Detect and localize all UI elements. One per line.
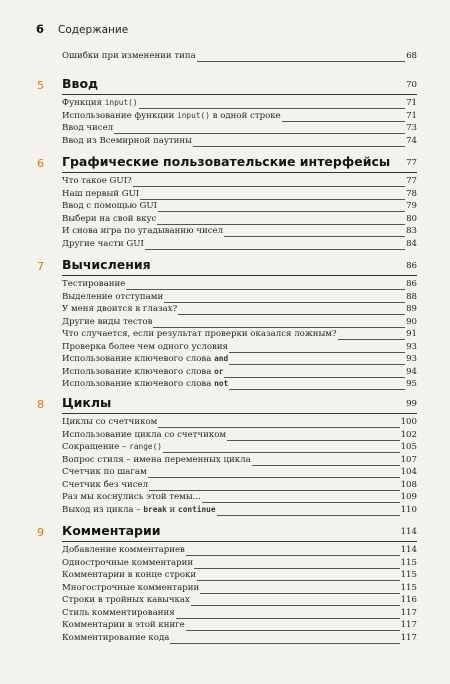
chapter-page-number: 86 (406, 261, 417, 271)
chapter-page-number: 70 (406, 80, 417, 90)
chapter-number: 6 (37, 157, 44, 170)
entry-text: Ввод чисел (62, 123, 114, 134)
code-keyword: input() (177, 110, 210, 120)
entry-page-number: 95 (406, 379, 417, 390)
entry-title (62, 328, 338, 340)
entry-title (62, 122, 114, 134)
entry-title (62, 557, 194, 569)
entry-text: Выход из цикла – (62, 504, 144, 515)
entry-text: Комментарии в этой книге (62, 620, 185, 631)
entry-page-number: 115 (400, 582, 417, 593)
toc-entry[interactable] (0, 97, 450, 110)
entry-page-number: 77 (406, 176, 417, 186)
entry-title (62, 316, 153, 328)
entry-text: и (166, 504, 179, 515)
entry-text: Другие виды тестов (62, 316, 153, 327)
toc-entry[interactable] (0, 441, 450, 454)
entry-page-number: 68 (406, 51, 417, 61)
entry-page-number: 107 (400, 454, 417, 465)
entry-page-number: 84 (406, 238, 417, 249)
entry-page-number: 80 (406, 213, 417, 224)
toc-entry[interactable] (0, 316, 450, 329)
chapter-title: Комментарии (62, 523, 161, 538)
entry-text: Вопрос стиля – имена переменных цикла (62, 454, 251, 465)
code-keyword: break (143, 504, 167, 514)
entry-text: Строки в тройных кавычках (62, 595, 190, 606)
toc-entry[interactable] (0, 544, 450, 557)
entry-page-number: 102 (400, 429, 417, 440)
chapter-number: 5 (37, 79, 44, 92)
entry-title (62, 607, 176, 619)
chapter-heading[interactable] (0, 394, 450, 416)
entry-page-number: 86 (406, 279, 417, 289)
toc-entry[interactable] (0, 225, 450, 238)
chapter-heading[interactable] (0, 522, 450, 544)
toc-entry[interactable] (0, 328, 450, 341)
entry-page-number: 90 (406, 316, 417, 327)
entry-title (62, 188, 140, 200)
leader-line (62, 413, 417, 414)
entry-title (62, 429, 227, 441)
toc-chapter (0, 256, 450, 391)
entry-title (62, 366, 224, 378)
entry-title (62, 278, 126, 290)
toc-entry[interactable] (0, 479, 450, 492)
entry-text: Циклы со счетчиком (62, 417, 158, 427)
entry-title (62, 479, 149, 491)
entry-page-number: 93 (406, 354, 417, 365)
page-number: 6 (36, 22, 45, 36)
entry-page-number: 100 (400, 417, 417, 427)
toc-chapter (0, 394, 450, 516)
toc-entry[interactable] (0, 122, 450, 135)
entry-title (62, 454, 252, 466)
entry-title (62, 110, 282, 122)
entry-title (62, 238, 145, 250)
toc-entry[interactable] (0, 378, 450, 391)
entry-page-number: 79 (406, 201, 417, 212)
entry-page-number: 114 (400, 545, 417, 555)
entry-title (62, 353, 229, 365)
entry-page-number: 108 (400, 479, 417, 490)
toc-entry[interactable] (0, 416, 450, 429)
toc-entry[interactable] (0, 200, 450, 213)
toc-entry[interactable] (0, 582, 450, 595)
entry-text: Стиль комментирования (62, 607, 175, 618)
entry-text: Ввод с помощью GUI (62, 201, 158, 212)
toc-entry[interactable] (0, 632, 450, 645)
toc-entry[interactable] (0, 291, 450, 304)
entry-page-number: 91 (406, 329, 417, 340)
chapter-number: 8 (37, 398, 44, 411)
entry-text: Использование цикла со счетчиком (62, 429, 227, 440)
entry-text: Счетчик без чисел (62, 479, 149, 490)
entry-title (62, 291, 164, 303)
entry-title (62, 175, 133, 187)
toc-entry[interactable] (0, 607, 450, 620)
entry-text: Выбери на свой вкус (62, 213, 157, 224)
entry-title (62, 544, 186, 556)
toc-chapter (0, 153, 450, 250)
entry-title (62, 303, 178, 315)
entry-text: У меня двоится в глазах? (62, 304, 178, 315)
toc-entry[interactable] (0, 341, 450, 354)
chapter-number: 9 (37, 526, 44, 539)
toc-entry[interactable] (0, 278, 450, 291)
entry-title (62, 213, 157, 225)
toc-entry[interactable] (0, 491, 450, 504)
entry-text: Что такое GUI? (62, 176, 132, 186)
entry-page-number: 117 (400, 632, 417, 643)
entry-page-number: 93 (406, 341, 417, 352)
toc-chapter (0, 75, 450, 147)
chapter-title: Ввод (62, 76, 99, 91)
toc-entry[interactable] (0, 353, 450, 366)
entry-page-number: 110 (400, 504, 417, 515)
toc-entry[interactable] (0, 175, 450, 188)
running-header-title: Содержание (58, 24, 129, 36)
chapter-page-number: 77 (406, 158, 417, 168)
entry-page-number: 89 (406, 304, 417, 315)
entry-text: в одной строке (209, 110, 281, 121)
entry-title (62, 225, 224, 237)
entry-title (62, 569, 197, 581)
toc-entry[interactable] (0, 619, 450, 632)
entry-page-number: 109 (400, 492, 417, 503)
entry-title (62, 135, 193, 147)
toc-entry[interactable] (0, 110, 450, 123)
toc-entry[interactable] (0, 557, 450, 570)
entry-page-number: 74 (406, 135, 417, 146)
entry-text: Комментарии в конце строки (62, 570, 197, 581)
entry-text: Использование ключевого слова (62, 354, 215, 365)
toc-entry[interactable] (0, 50, 450, 63)
toc-entry[interactable] (0, 213, 450, 226)
entry-text: Использование функции (62, 110, 178, 121)
entry-title (62, 594, 191, 606)
entry-text: Раз мы коснулись этой темы... (62, 492, 201, 503)
entry-page-number: 71 (406, 110, 417, 121)
running-header (36, 22, 128, 38)
toc-entry[interactable] (0, 504, 450, 517)
entry-page-number: 117 (400, 620, 417, 631)
code-keyword: not (214, 379, 229, 389)
entry-text: И снова игра по угадыванию чисел (62, 226, 224, 237)
toc-entry[interactable] (0, 188, 450, 201)
entry-text: Использование ключевого слова (62, 366, 215, 377)
entry-title (62, 50, 197, 62)
toc-entry[interactable] (0, 466, 450, 479)
chapter-heading[interactable] (0, 75, 450, 97)
chapter-title: Вычисления (62, 257, 151, 272)
leader-line (62, 275, 417, 276)
chapter-heading[interactable] (0, 256, 450, 278)
entry-text: Что случается, если результат проверки оказался ложным? (62, 329, 337, 340)
entry-page-number: 115 (400, 570, 417, 581)
leader-line (62, 172, 417, 173)
entry-text: Ввод из Всемирной паутины (62, 135, 192, 146)
entry-title (62, 466, 148, 478)
entry-text: Другие части GUI (62, 238, 144, 249)
entry-title (62, 582, 200, 594)
code-keyword: input() (104, 98, 138, 107)
code-keyword: or (214, 366, 224, 376)
entry-page-number: 71 (406, 98, 417, 108)
entry-page-number: 88 (406, 291, 417, 302)
entry-text: Однострочные комментарии (62, 557, 194, 568)
entry-text: Проверка более чем одного условия (62, 341, 228, 352)
entry-text: Наш первый GUI (62, 188, 140, 199)
chapter-number: 7 (37, 260, 44, 273)
toc-entry[interactable] (0, 454, 450, 467)
entry-page-number: 115 (400, 557, 417, 568)
entry-title (62, 341, 229, 353)
entry-title (62, 97, 139, 109)
entry-title (62, 619, 186, 631)
entry-text: Использование ключевого слова (62, 379, 215, 390)
entry-text: Многострочные комментарии (62, 582, 200, 593)
chapter-page-number: 114 (400, 527, 417, 537)
entry-page-number: 116 (400, 595, 417, 606)
chapter-page-number: 99 (406, 399, 417, 409)
entry-text: Добавление комментариев (62, 545, 185, 555)
chapter-heading[interactable] (0, 153, 450, 175)
toc-chapter (0, 50, 450, 63)
toc-entry[interactable] (0, 303, 450, 316)
entry-title (62, 416, 158, 428)
entry-page-number: 117 (400, 607, 417, 618)
entry-page-number: 73 (406, 123, 417, 134)
toc-entry[interactable] (0, 366, 450, 379)
entry-title (62, 504, 217, 516)
entry-title (62, 632, 170, 644)
entry-text: Выделение отступами (62, 291, 164, 302)
toc-entry[interactable] (0, 594, 450, 607)
toc-entry[interactable] (0, 135, 450, 148)
entry-text: Сокращение – (62, 442, 130, 453)
chapter-title: Графические пользовательские интерфейсы (62, 154, 391, 169)
entry-page-number: 105 (400, 442, 417, 453)
code-keyword: continue (178, 504, 216, 514)
toc-entry[interactable] (0, 238, 450, 251)
entry-text: Функция (62, 98, 105, 108)
entry-text: Ошибки при изменении типа (62, 51, 196, 61)
entry-text: Комментирование кода (62, 632, 170, 643)
entry-page-number: 94 (406, 366, 417, 377)
toc-chapter (0, 522, 450, 644)
entry-title (62, 491, 202, 503)
toc-entry[interactable] (0, 429, 450, 442)
chapter-title: Циклы (62, 395, 112, 410)
entry-text: Тестирование (62, 279, 126, 289)
entry-title (62, 200, 158, 212)
entry-page-number: 83 (406, 226, 417, 237)
leader-line (62, 94, 417, 95)
entry-title (62, 378, 229, 390)
entry-text: Счетчик по шагам (62, 467, 147, 478)
leader-line (62, 541, 417, 542)
entry-page-number: 78 (406, 188, 417, 199)
code-keyword: and (214, 354, 229, 364)
toc-entry[interactable] (0, 569, 450, 582)
entry-title (62, 441, 163, 453)
entry-page-number: 104 (400, 467, 417, 478)
code-keyword: range() (129, 442, 162, 452)
